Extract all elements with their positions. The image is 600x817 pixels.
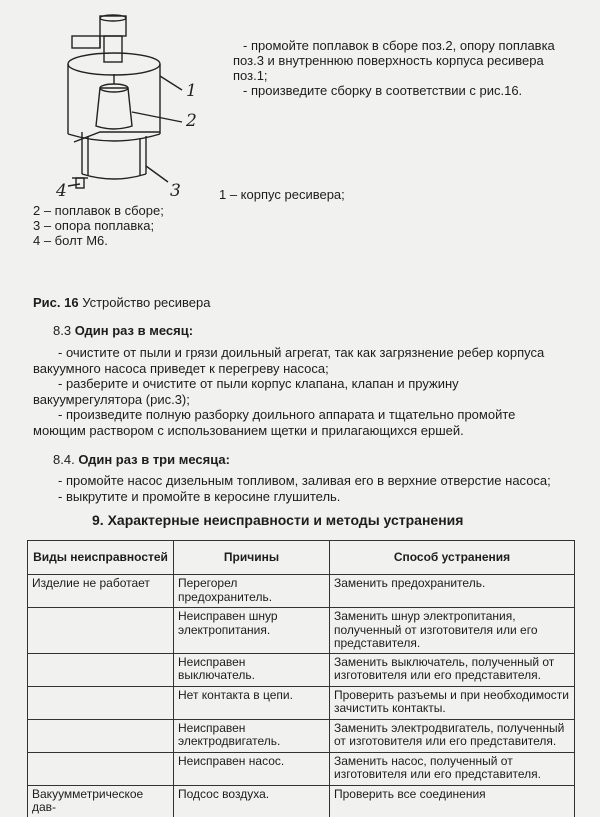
table-row: [28, 575, 575, 608]
intro-text: [233, 38, 563, 98]
section-8-3-number: 8.3: [53, 323, 72, 338]
legend-item-3: 3 – опора поплавка;: [33, 218, 155, 233]
legend-item-2: 2 – поплавок в сборе;: [33, 203, 164, 218]
table-cell: [28, 608, 174, 654]
table-cell: Проверить все соединения: [330, 785, 575, 817]
header-causes: Причины: [174, 541, 330, 575]
callout-4: 4: [56, 181, 67, 201]
section-8-3-list: [33, 345, 563, 438]
legend-item-4: 4 – болт М6.: [33, 233, 108, 248]
table-cell: Неисправен выключатель.: [174, 653, 330, 686]
table-cell: Перегорел предохранитель.: [174, 575, 330, 608]
table-row: [28, 653, 575, 686]
table-header-row: [28, 541, 575, 575]
table-row: [28, 752, 575, 785]
table-cell: Нет контакта в цепи.: [174, 686, 330, 719]
table-row: [28, 608, 575, 654]
section-8-4-title: Один раз в три месяца:: [78, 452, 230, 467]
callout-1: 1: [186, 81, 197, 101]
list-item: - произведите полную разборку доильного аппарата и тщательно промойте моющим раствором с использованием щетки и прилагающихся ершей.: [33, 407, 516, 438]
intro-line-1: - промойте поплавок в сборе поз.2, опору поплавка поз.3 и внутреннюю поверхность корпуса ресивера поз.1;: [233, 38, 555, 83]
section-8-3-title: Один раз в месяц:: [74, 323, 194, 338]
table-cell: Неисправен шнур электропитания.: [174, 608, 330, 654]
list-item: - очистите от пыли и грязи доильный агрегат, так как загрязнение ребер корпуса вакуумного насоса приведет к перегреву насоса;: [33, 345, 545, 376]
table-cell: [28, 653, 174, 686]
list-item: - разберите и очистите от пыли корпус клапана, клапан и пружину вакуумрегулятора (рис.3);: [33, 376, 459, 407]
caption-text: Устройство ресивера: [82, 295, 211, 310]
table-cell: [28, 752, 174, 785]
table-cell: Заменить выключатель, полученный от изготовителя или его представителя.: [330, 653, 575, 686]
callout-2: 2: [186, 111, 197, 131]
header-remedy: Способ устранения: [330, 541, 575, 575]
table-cell: [28, 686, 174, 719]
receiver-drawing: [48, 14, 228, 204]
table-row: [28, 719, 575, 752]
section-8-3-heading: [53, 323, 193, 338]
list-item: - промойте насос дизельным топливом, заливая его в верхние отверстие насоса;: [58, 473, 551, 488]
callout-3: 3: [170, 181, 181, 201]
table-row: [28, 686, 575, 719]
table-cell: Проверить разъемы и при необходимости зачистить контакты.: [330, 686, 575, 719]
table-row: [28, 785, 575, 817]
faults-table: [27, 540, 575, 817]
table-cell: Изделие не работает: [28, 575, 174, 608]
intro-line-2: - произведите сборку в соответствии с рис.16.: [243, 83, 523, 98]
legend: [33, 203, 164, 248]
list-item: - выкрутите и промойте в керосине глушитель.: [58, 488, 341, 504]
table-cell: [28, 719, 174, 752]
table-cell: Неисправен насос.: [174, 752, 330, 785]
figure-caption: [33, 295, 211, 310]
header-fault-type: Виды неисправностей: [28, 541, 174, 575]
section-8-4-list: [33, 473, 563, 504]
receiver-figure: [48, 14, 228, 204]
table-cell: Заменить шнур электропитания, полученный от изготовителя или его представителя.: [330, 608, 575, 654]
section-8-4-number: 8.4.: [53, 452, 75, 467]
table-cell: Заменить насос, полученный от изготовителя или его представителя.: [330, 752, 575, 785]
table-cell: Заменить электродвигатель, полученный от изготовителя или его представителя.: [330, 719, 575, 752]
section-9-title: 9. Характерные неисправности и методы устранения: [92, 512, 464, 528]
table-cell: Неисправен электродвигатель.: [174, 719, 330, 752]
section-8-4-heading: [53, 452, 230, 467]
legend-item-1: 1 – корпус ресивера;: [219, 187, 345, 202]
caption-label: Рис. 16: [33, 295, 79, 310]
table-cell: Вакуумметрическое дав-: [28, 785, 174, 817]
table-cell: Подсос воздуха.: [174, 785, 330, 817]
table-cell: Заменить предохранитель.: [330, 575, 575, 608]
